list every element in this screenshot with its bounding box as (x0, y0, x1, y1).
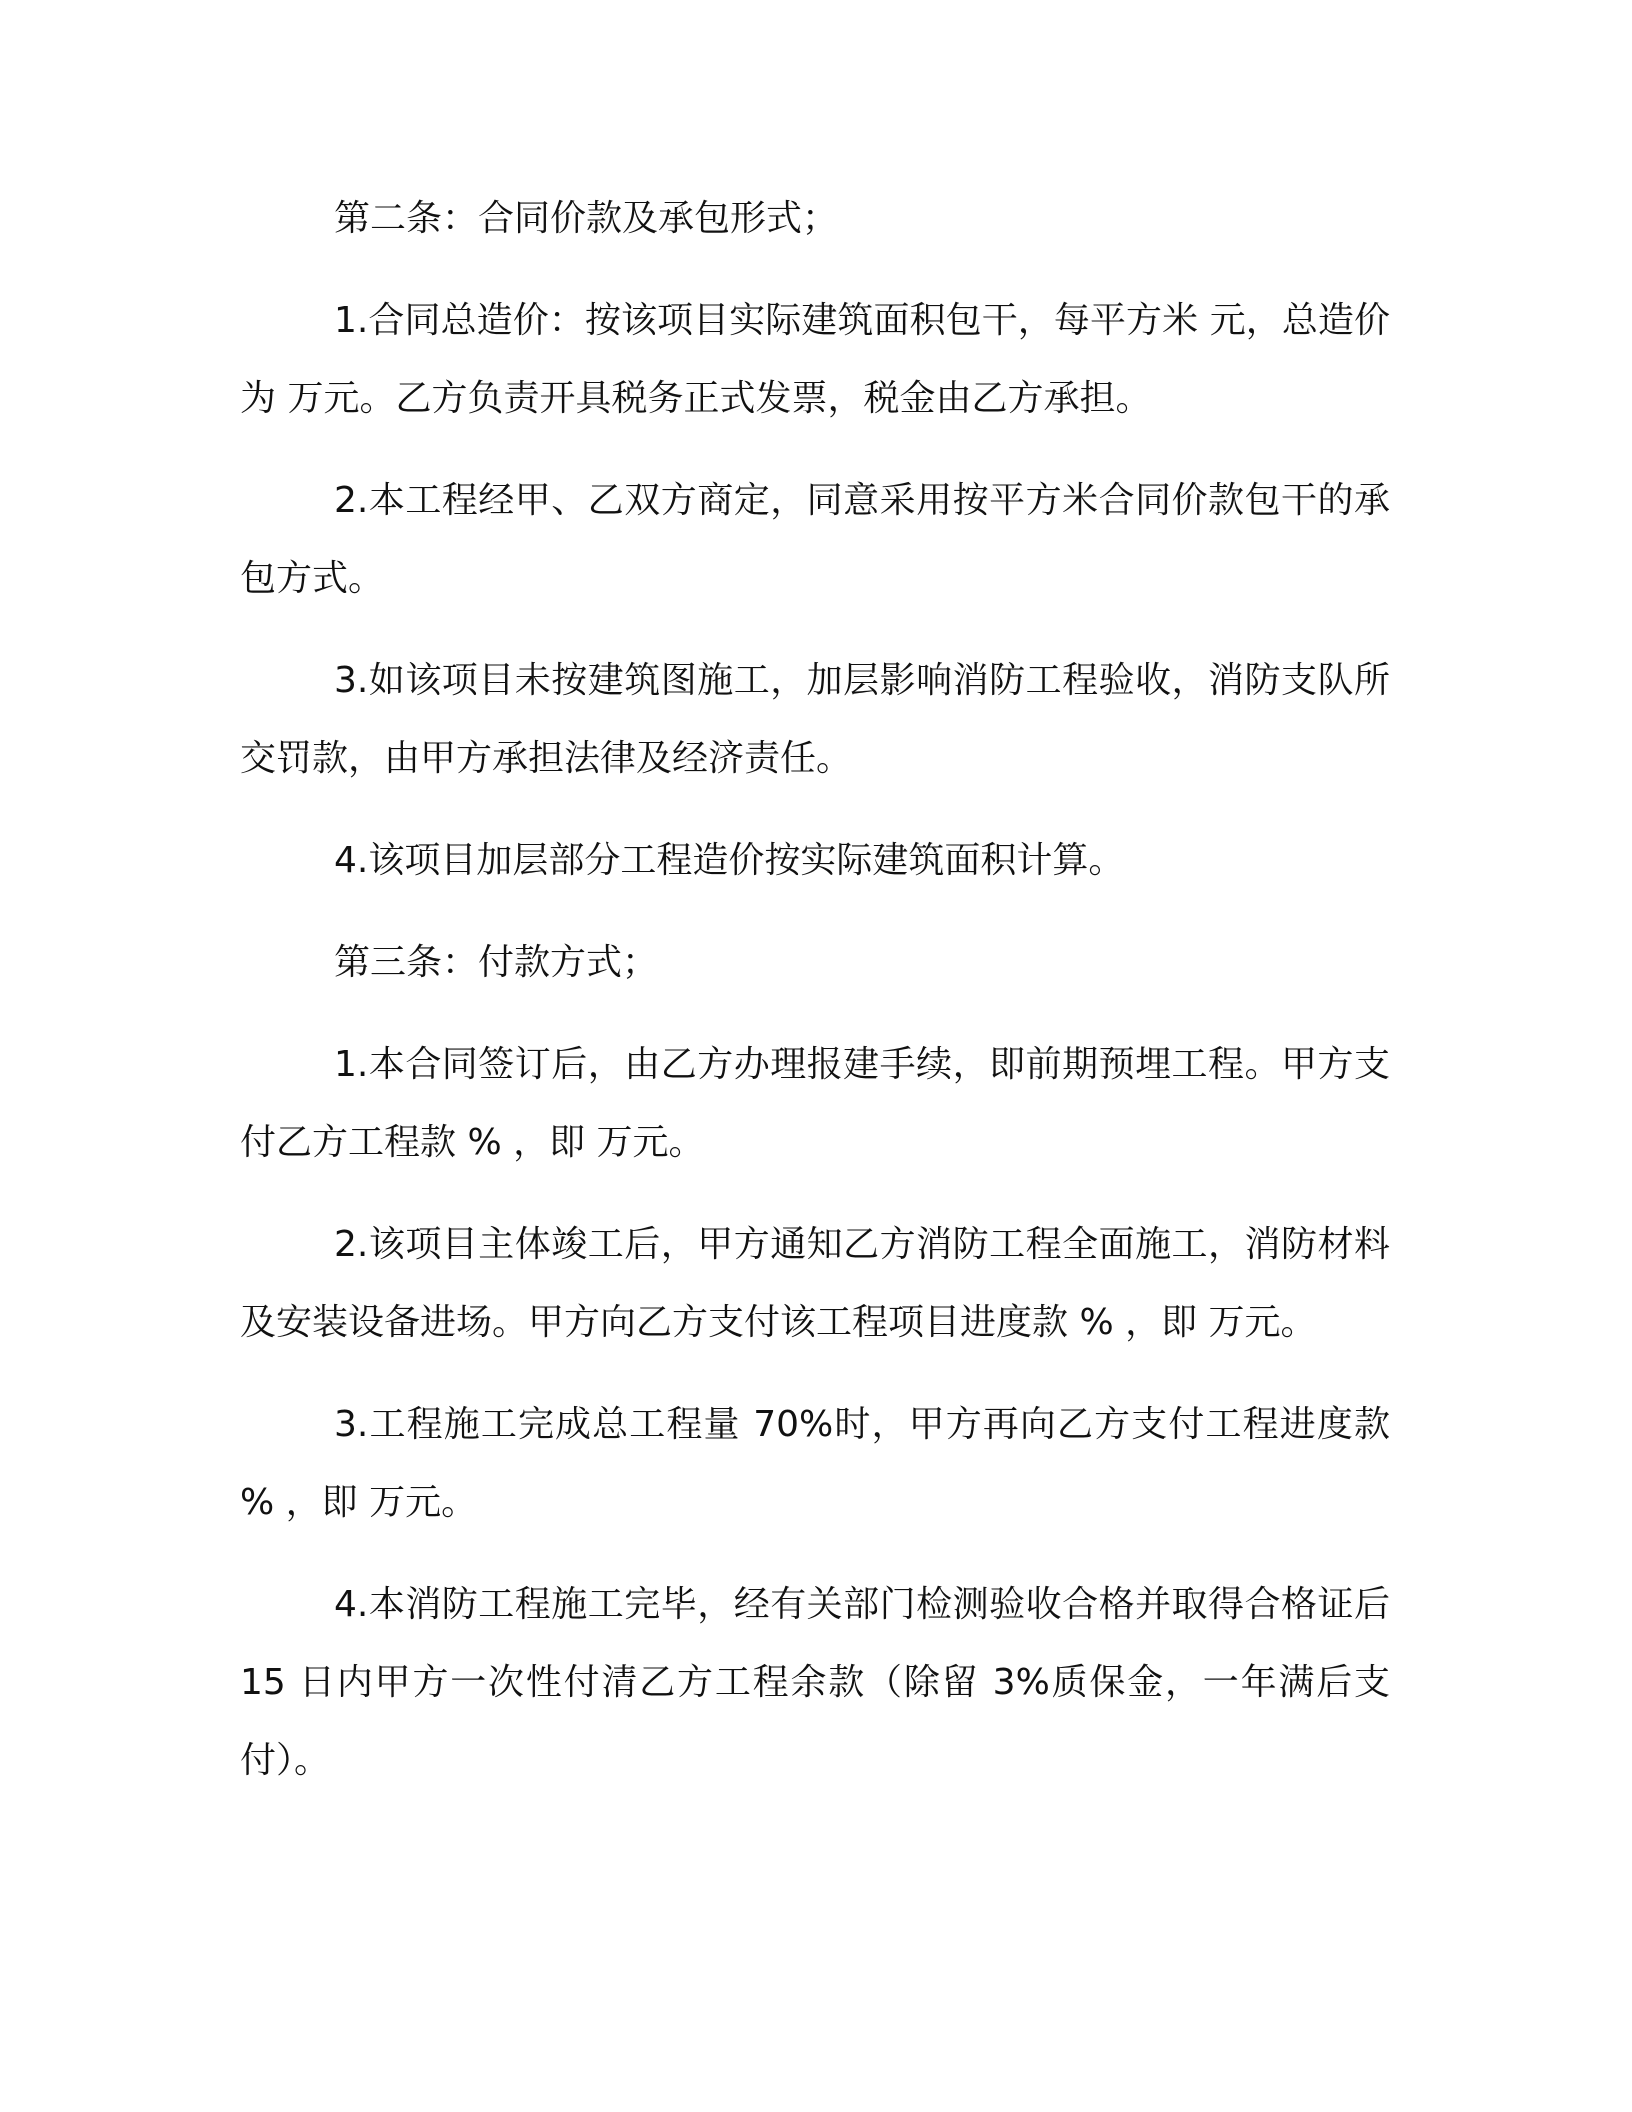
section-3-item-3: 3.工程施工完成总工程量 70%时，甲方再向乙方支付工程进度款 % ，即 万元。 (240, 1404, 1390, 1523)
section-2-heading: 第二条：合同价款及承包形式； (334, 198, 839, 239)
section-3-heading: 第三条：付款方式； (334, 942, 659, 983)
section-3-item-4: 4.本消防工程施工完毕，经有关部门检测验收合格并取得合格证后 15 日内甲方一次性付清乙方工程余款（除留 3%质保金，一年满后支付）。 (240, 1584, 1390, 1781)
section-2-item-3: 3.如该项目未按建筑图施工，加层影响消防工程验收，消防支队所交罚款，由甲方承担法律及经济责任。 (240, 660, 1390, 779)
section-2-item-4: 4.该项目加层部分工程造价按实际建筑面积计算。 (334, 840, 1125, 881)
section-2-item-2: 2.本工程经甲、乙双方商定，同意采用按平方米合同价款包干的承包方式。 (240, 480, 1390, 599)
document-page (240, 180, 1390, 1824)
section-3-item-1: 1.本合同签订后，由乙方办理报建手续，即前期预埋工程。甲方支付乙方工程款 % ，即 万元。 (240, 1044, 1390, 1163)
section-2-item-1: 1.合同总造价：按该项目实际建筑面积包干，每平方米 元，总造价为 万元。乙方负责开具税务正式发票，税金由乙方承担。 (240, 300, 1390, 419)
section-3-item-2: 2.该项目主体竣工后，甲方通知乙方消防工程全面施工，消防材料及安装设备进场。甲方向乙方支付该工程项目进度款 % ，即 万元。 (240, 1224, 1390, 1343)
